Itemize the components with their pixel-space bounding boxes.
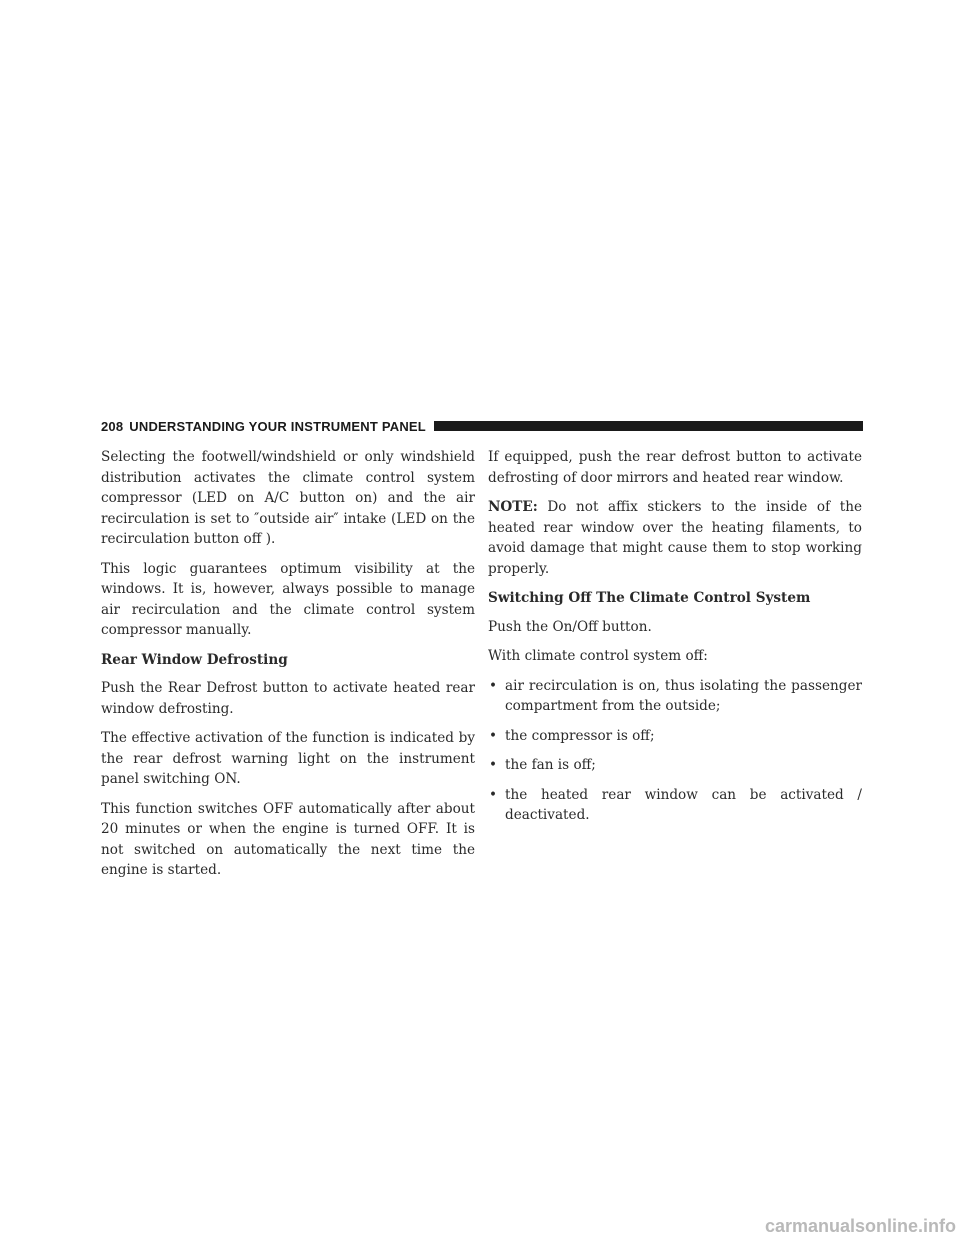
- list-item: [488, 785, 862, 826]
- left-column: [101, 447, 475, 890]
- list-item: [488, 676, 862, 717]
- list-item-text: the fan is off;: [505, 757, 596, 773]
- paragraph-system-off-intro: With climate control system off:: [488, 648, 708, 664]
- paragraph-visibility-logic: This logic guarantees optimum visibility at the windows. It is, however, always possible to manage air recirculation and the climate control system compressor manually.: [101, 560, 475, 638]
- paragraph-door-mirrors: If equipped, push the rear defrost button to activate defrosting of door mirrors and heated rear window.: [488, 449, 862, 486]
- note-text: Do not affix stickers to the inside of the heated rear window over the heating filaments, to avoid damage that might cause them to stop working properly.: [488, 499, 862, 577]
- heading-switching-off: Switching Off The Climate Control System: [488, 590, 811, 606]
- section-title: UNDERSTANDING YOUR INSTRUMENT PANEL: [129, 418, 426, 434]
- bullet-icon: •: [489, 786, 498, 803]
- list-item: [488, 726, 862, 747]
- list-item-text: air recirculation is on, thus isolating the passenger compartment from the outside;: [505, 677, 862, 714]
- paragraph-push-onoff: Push the On/Off button.: [488, 618, 652, 635]
- right-column: [488, 447, 862, 835]
- watermark: carmanualsonline.info: [764, 1216, 956, 1236]
- paragraph-auto-off: This function switches OFF automatically after about 20 minutes or when the engine is turned OFF. It is not switched on automatically the next time the engine is started.: [101, 800, 475, 878]
- bullet-icon: •: [489, 727, 498, 744]
- heading-rear-window-defrosting: Rear Window Defrosting: [101, 651, 288, 668]
- bullet-icon: •: [489, 677, 498, 694]
- page-number: 208: [101, 418, 124, 434]
- note-label: NOTE:: [488, 499, 538, 515]
- system-off-list: [488, 676, 862, 826]
- bullet-icon: •: [489, 757, 498, 773]
- list-item-text: the heated rear window can be activated / deactivated.: [505, 786, 862, 823]
- note-paragraph: [488, 497, 862, 579]
- paragraph-activation-indicator: The effective activation of the function is indicated by the rear defrost warning light on the instrument panel switching ON.: [101, 730, 475, 787]
- list-item-text: the compressor is off;: [505, 727, 655, 744]
- list-item: [488, 755, 862, 776]
- paragraph-distribution: Selecting the footwell/windshield or only windshield distribution activates the climate control system compressor (LED on A/C button on) and the air recirculation is set to ″outside air″ intake (LED on the recirculation button off ).: [101, 449, 475, 547]
- header-rule: [434, 421, 863, 431]
- paragraph-push-rear-defrost: Push the Rear Defrost button to activate heated rear window defrosting.: [101, 680, 475, 717]
- page-header: [101, 417, 863, 435]
